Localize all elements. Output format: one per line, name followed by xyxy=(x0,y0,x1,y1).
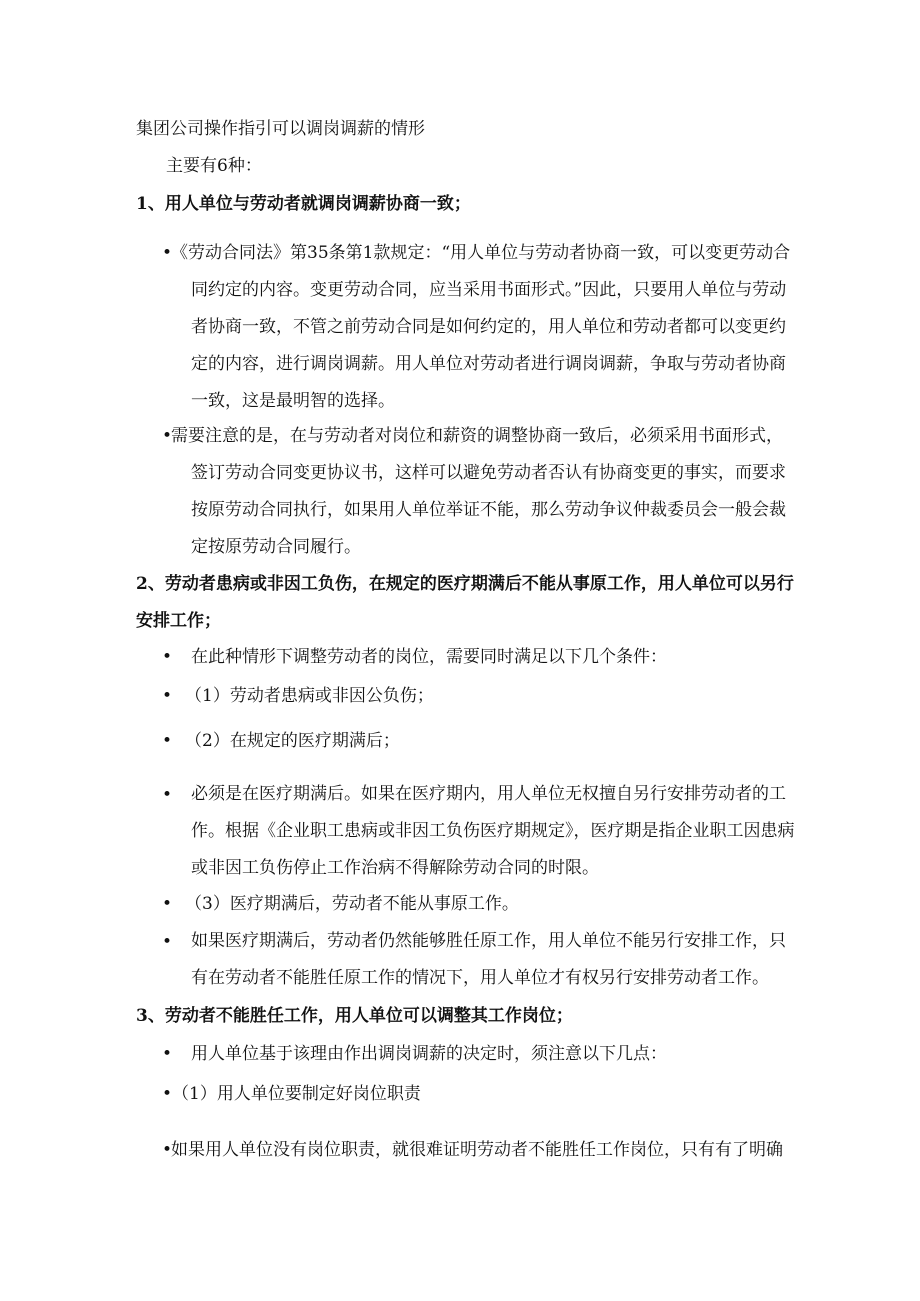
bullet-dot-icon: • xyxy=(162,1044,173,1064)
section-1-paragraph-1-text: 《劳动合同法》第35条第1款规定：“用人单位与劳动者协商一致，可以变更劳动合同约定的内容。变更劳动合同，应当采用书面形式。”因此，只要用人单位与劳动者协商一致，不管之前劳动合同是如何约定的，用人单位和劳动者都可以变更约定的内容，进行调岗调薪。用人单位对劳动者进行调岗调薪，争取与劳动者协商一致，这是最明智的选择。 xyxy=(171,243,791,411)
bullet-dot-icon: • xyxy=(162,785,173,805)
section-2-heading: 2、劳动者患病或非因工负伤，在规定的医疗期满后不能从事原工作，用人单位可以另行安排工作； xyxy=(136,574,794,631)
bullet-dot-icon: • xyxy=(162,426,173,446)
bullet-dot-icon: • xyxy=(162,243,173,263)
section-2-bullet-2: （1）劳动者患病或非因公负伤； xyxy=(185,686,434,706)
bullet-dot-icon: • xyxy=(162,731,173,751)
section-3-bullet-2: （1）用人单位要制定好岗位职责 xyxy=(172,1084,421,1104)
section-2-bullet-4: 必须是在医疗期满后。如果在医疗期内，用人单位无权擅自另行安排劳动者的工作。根据《企业职工患病或非因工负伤医疗期规定》，医疗期是指企业职工因患病或非因工负伤停止工作治病不得解除劳动合同的时限。 xyxy=(191,784,795,878)
section-1-heading: 1、用人单位与劳动者就调岗调薪协商一致； xyxy=(136,194,471,214)
bullet-dot-icon: • xyxy=(162,894,173,914)
section-2-bullet-3: （2）在规定的医疗期满后； xyxy=(185,731,400,751)
section-1-paragraph-2-text: 需要注意的是，在与劳动者对岗位和薪资的调整协商一致后，必须采用书面形式，签订劳动合同变更协议书，这样可以避免劳动者否认有协商变更的事实，而要求按原劳动合同执行，如果用人单位举证不能，那么劳动争议仲裁委员会一般会裁定按原劳动合同履行。 xyxy=(171,426,786,557)
section-2-bullet-5: （3）医疗期满后，劳动者不能从事原工作。 xyxy=(185,894,519,914)
bullet-dot-icon: • xyxy=(162,1084,173,1104)
bullet-dot-icon: • xyxy=(162,1140,173,1160)
doc-title: 集团公司操作指引可以调岗调薪的情形 xyxy=(136,119,425,139)
section-3-bullet-3: 如果用人单位没有岗位职责，就很难证明劳动者不能胜任工作岗位，只有有了明确 xyxy=(171,1140,783,1160)
section-2-bullet-1: 在此种情形下调整劳动者的岗位，需要同时满足以下几个条件： xyxy=(191,647,667,667)
section-2-bullet-6: 如果医疗期满后，劳动者仍然能够胜任原工作，用人单位不能另行安排工作，只有在劳动者不能胜任原工作的情况下，用人单位才有权另行安排劳动者工作。 xyxy=(191,931,786,988)
bullet-dot-icon: • xyxy=(162,932,173,952)
intro-text: 主要有6种： xyxy=(166,156,262,176)
section-1-paragraph-1 xyxy=(171,235,795,420)
section-3-bullet-1: 用人单位基于该理由作出调岗调薪的决定时，须注意以下几点： xyxy=(191,1044,667,1064)
section-1-paragraph-2 xyxy=(171,418,795,566)
bullet-dot-icon: • xyxy=(162,647,173,667)
bullet-dot-icon: • xyxy=(162,686,173,706)
section-3-heading: 3、劳动者不能胜任工作，用人单位可以调整其工作岗位； xyxy=(136,1006,573,1026)
